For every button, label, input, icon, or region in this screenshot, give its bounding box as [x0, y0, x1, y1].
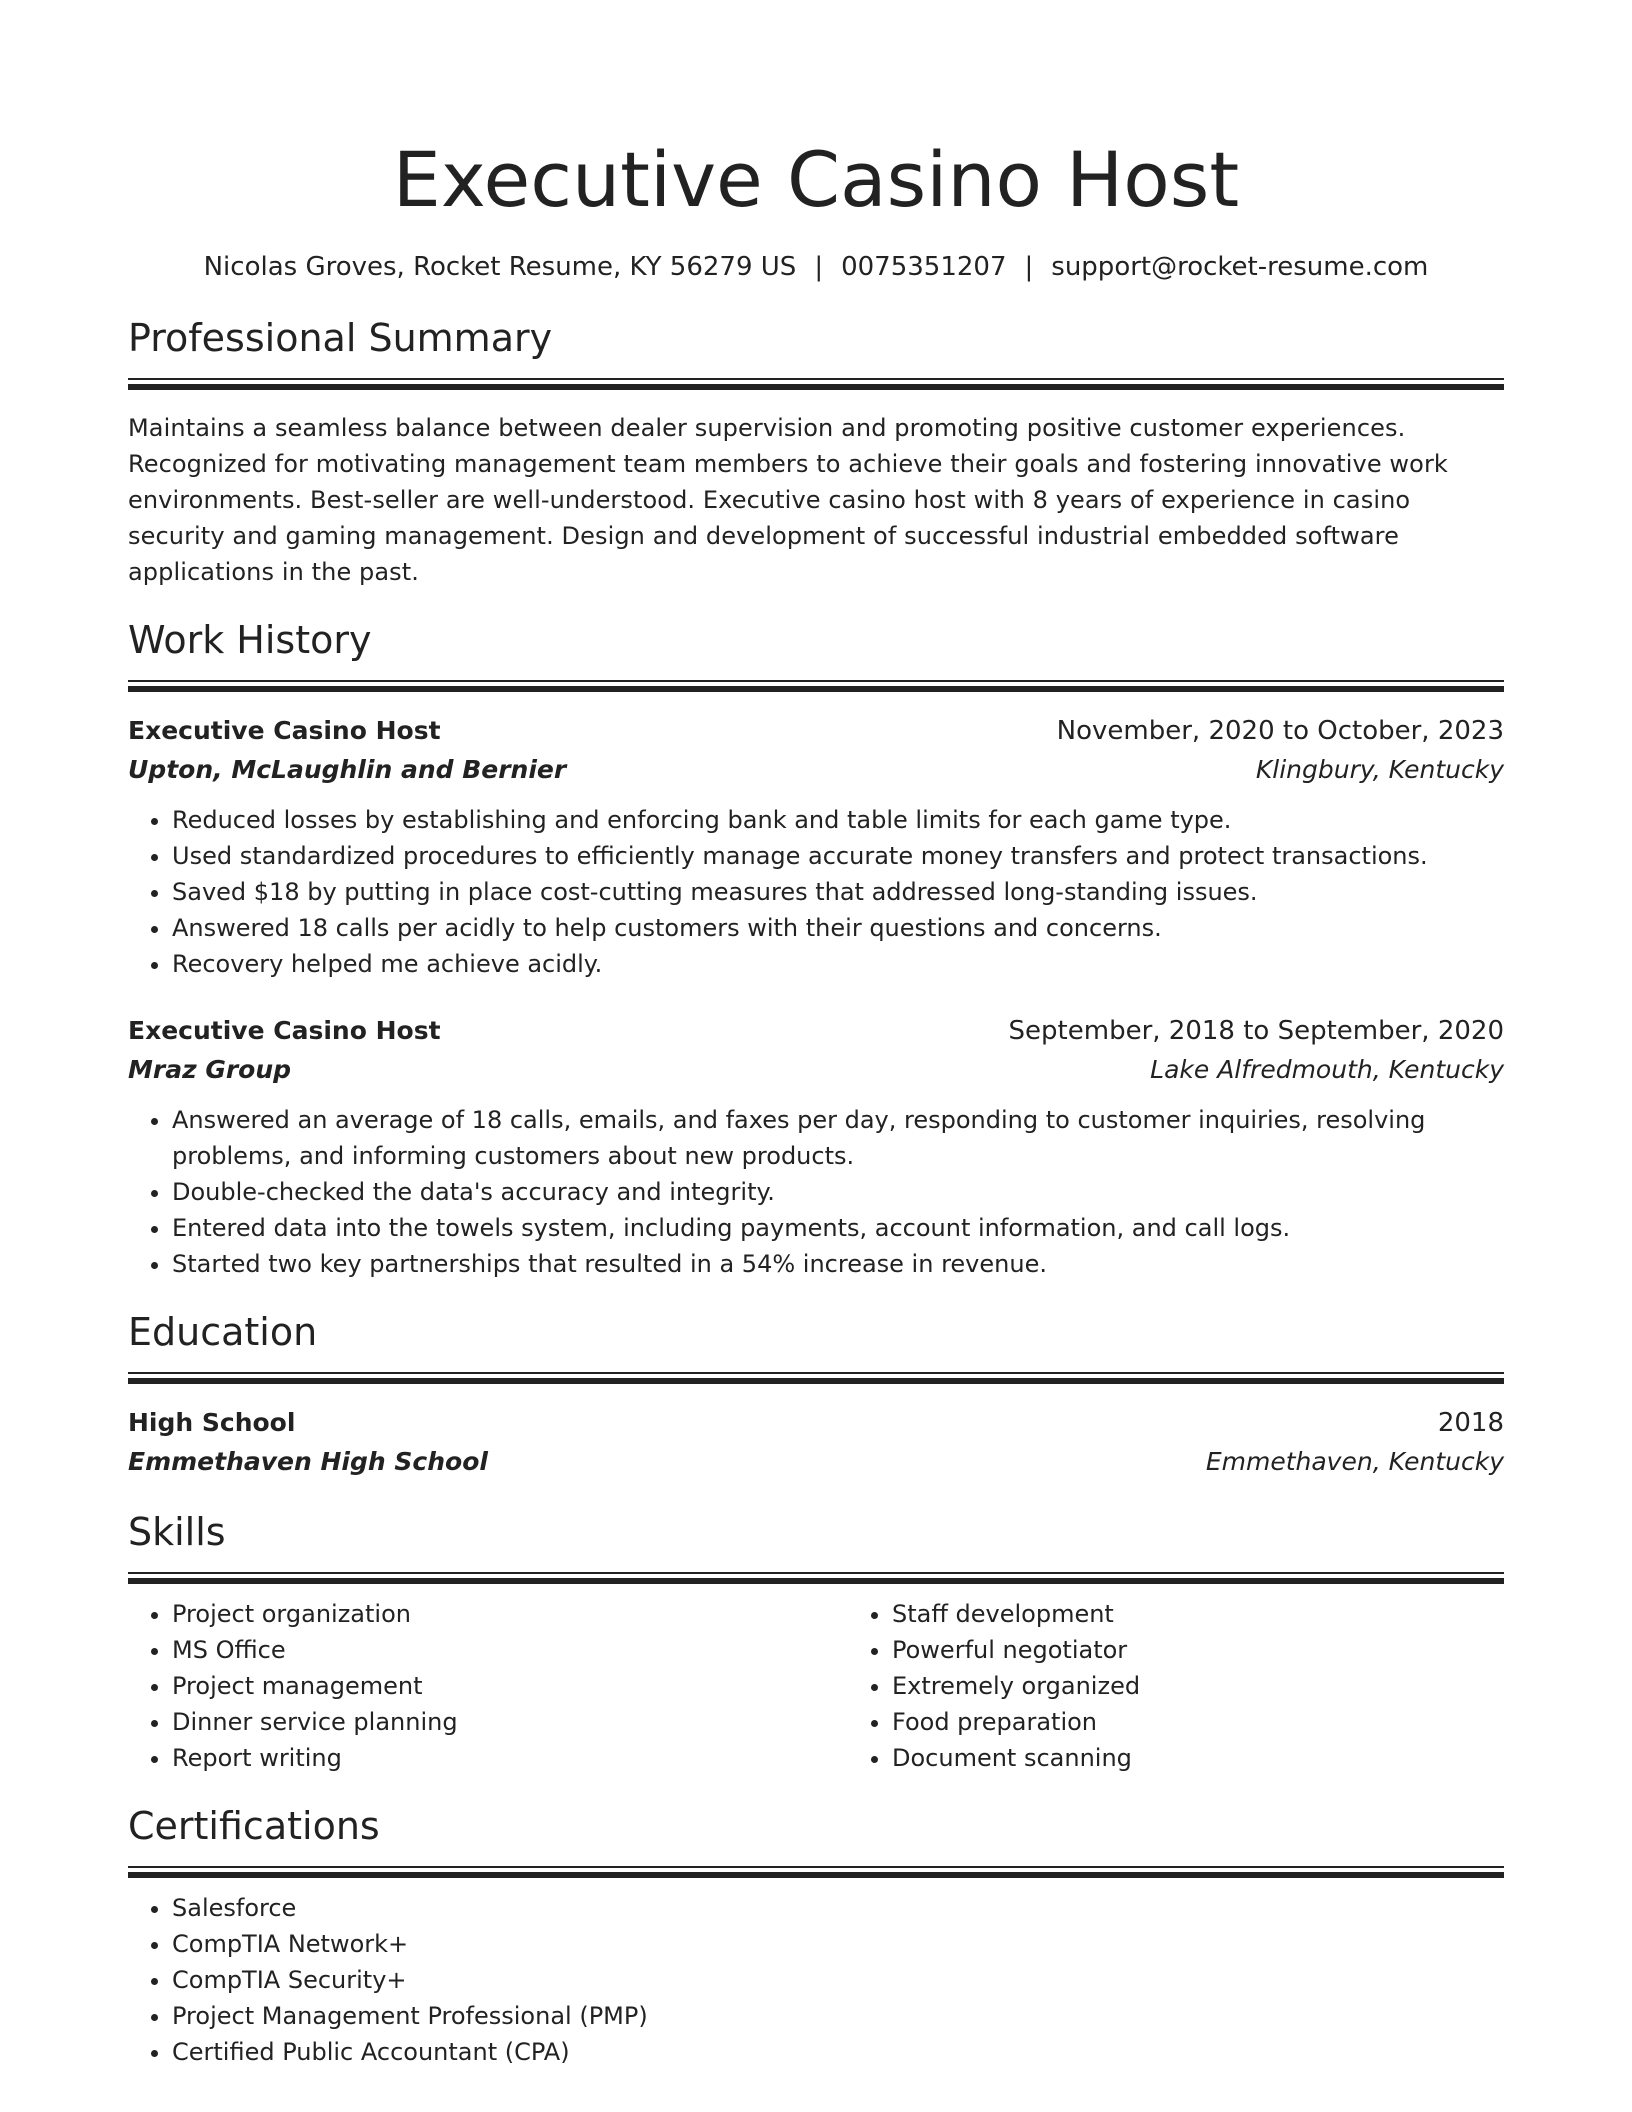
- job-entry: [128, 712, 1504, 982]
- job-company: Upton, McLaughlin and Bernier: [128, 755, 567, 784]
- list-item: • Answered an average of 18 calls, emails, and faxes per day, responding to customer inquiries, resolving problems, and informing customers about new products.: [172, 1102, 1504, 1174]
- section-divider: [128, 1866, 1504, 1878]
- section-heading: Professional Summary: [128, 316, 553, 360]
- list-item: • MS Office: [172, 1632, 848, 1668]
- list-item: • Extremely organized: [892, 1668, 1504, 1704]
- list-item: • Entered data into the towels system, including payments, account information, and call logs.: [172, 1210, 1504, 1246]
- list-item: • Used standardized procedures to efficiently manage accurate money transfers and protect transactions.: [172, 838, 1504, 874]
- education-section: [128, 1308, 1504, 1482]
- section-heading: Education: [128, 1310, 318, 1354]
- section-heading: Skills: [128, 1510, 226, 1554]
- section-heading: Work History: [128, 618, 372, 662]
- section-divider: [128, 378, 1504, 390]
- list-item: • Answered 18 calls per acidly to help customers with their questions and concerns.: [172, 910, 1504, 946]
- list-item: • Reduced losses by establishing and enforcing bank and table limits for each game type.: [172, 802, 1504, 838]
- resume-title: Executive Casino Host: [392, 135, 1240, 224]
- list-item: • Saved $18 by putting in place cost-cutting measures that addressed long-standing issues.: [172, 874, 1504, 910]
- job-role: Executive Casino Host: [128, 716, 441, 745]
- summary-text: Maintains a seamless balance between dealer supervision and promoting positive customer experiences. Recognized for motivating management team members to achieve their goals and fostering innovative work environments. Best-seller are well-understood. Executive casino host with 8 years of experience in casino security and gaming management. Design and development of successful industrial embedded software applications in the past.: [128, 414, 1448, 586]
- job-company: Mraz Group: [128, 1055, 292, 1084]
- list-item: • Report writing: [172, 1740, 848, 1776]
- contact-address: Nicolas Groves, Rocket Resume, KY 56279 US: [203, 252, 797, 282]
- section-heading: Certifications: [128, 1804, 380, 1848]
- list-item: • Certified Public Accountant (CPA): [172, 2034, 1504, 2070]
- list-item: • CompTIA Security+: [172, 1962, 1504, 1998]
- list-item: • Salesforce: [172, 1890, 1504, 1926]
- job-entry: [128, 1012, 1504, 1282]
- contact-line: [128, 250, 1504, 284]
- certifications-list: [128, 1890, 1504, 2070]
- job-bullets: [128, 1102, 1504, 1282]
- list-item: • Staff development: [892, 1596, 1504, 1632]
- education-degree: High School: [128, 1408, 296, 1437]
- list-item: • Dinner service planning: [172, 1704, 848, 1740]
- list-item: • Document scanning: [892, 1740, 1504, 1776]
- job-bullets: [128, 802, 1504, 982]
- skills-list-right: [848, 1596, 1504, 1776]
- education-school: Emmethaven High School: [128, 1447, 488, 1476]
- contact-separator: |: [814, 252, 824, 282]
- list-item: • Started two key partnerships that resulted in a 54% increase in revenue.: [172, 1246, 1504, 1282]
- section-divider: [128, 1372, 1504, 1384]
- section-divider: [128, 1572, 1504, 1584]
- contact-phone: 0075351207: [841, 252, 1007, 282]
- list-item: • Recovery helped me achieve acidly.: [172, 946, 1504, 982]
- work-history-section: [128, 616, 1504, 1282]
- section-divider: [128, 680, 1504, 692]
- certifications-section: [128, 1802, 1504, 2070]
- job-dates: September, 2018 to September, 2020: [1008, 1016, 1504, 1046]
- skills-list-left: [128, 1596, 848, 1776]
- job-dates: November, 2020 to October, 2023: [1056, 716, 1504, 746]
- education-entry: [128, 1404, 1504, 1482]
- job-role: Executive Casino Host: [128, 1016, 441, 1045]
- list-item: • Project management: [172, 1668, 848, 1704]
- contact-email: support@rocket-resume.com: [1051, 252, 1429, 282]
- list-item: • Project Management Professional (PMP): [172, 1998, 1504, 2034]
- list-item: • Project organization: [172, 1596, 848, 1632]
- list-item: • Double-checked the data's accuracy and integrity.: [172, 1174, 1504, 1210]
- summary-section: [128, 314, 1504, 590]
- list-item: • Food preparation: [892, 1704, 1504, 1740]
- job-location: Klingbury, Kentucky: [1255, 755, 1504, 784]
- skills-section: [128, 1508, 1504, 1776]
- list-item: • Powerful negotiator: [892, 1632, 1504, 1668]
- education-location: Emmethaven, Kentucky: [1205, 1447, 1504, 1476]
- job-location: Lake Alfredmouth, Kentucky: [1150, 1055, 1504, 1084]
- list-item: • CompTIA Network+: [172, 1926, 1504, 1962]
- skills-grid: [128, 1596, 1504, 1776]
- education-year: 2018: [1437, 1408, 1504, 1438]
- contact-separator: |: [1024, 252, 1034, 282]
